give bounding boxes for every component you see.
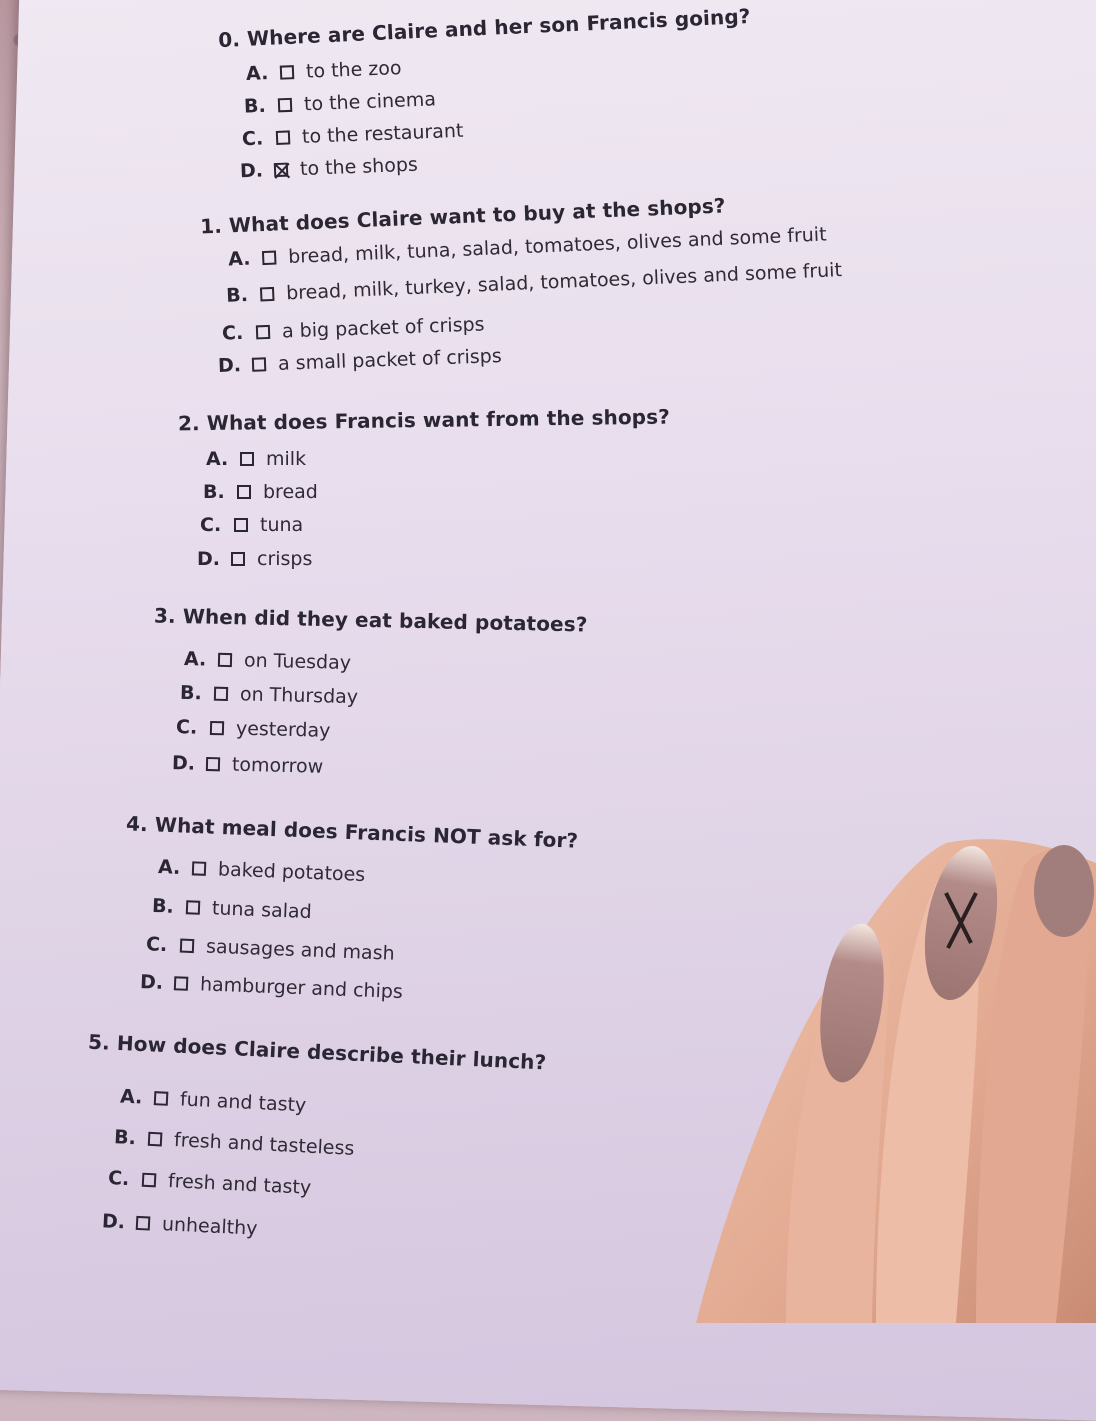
option-4-c[interactable]	[146, 933, 395, 965]
checkbox[interactable]	[192, 861, 207, 876]
question-text: What meal does Francis NOT ask for?	[154, 812, 579, 853]
question-number: 1.	[199, 213, 223, 239]
option-letter: B.	[113, 1126, 137, 1150]
option-text: sausages and mash	[205, 935, 396, 965]
option-text: hamburger and chips	[199, 973, 404, 1004]
question-number: 5.	[87, 1029, 111, 1055]
option-0-a[interactable]	[246, 57, 402, 85]
option-2-a[interactable]	[206, 448, 306, 470]
option-text: tomorrow	[231, 753, 324, 778]
checkbox[interactable]	[148, 1132, 163, 1147]
checkbox-checked[interactable]	[274, 163, 289, 178]
checkbox[interactable]	[186, 900, 201, 915]
question-number: 3.	[153, 603, 177, 628]
option-1-c[interactable]	[222, 313, 485, 344]
option-letter: A.	[227, 247, 251, 271]
option-3-b[interactable]	[180, 682, 359, 708]
option-5-c[interactable]	[108, 1167, 312, 1199]
checkbox[interactable]	[206, 757, 220, 771]
question-4	[126, 811, 579, 852]
checkbox[interactable]	[174, 976, 189, 991]
checkbox[interactable]	[136, 1216, 151, 1231]
option-letter: D.	[171, 752, 196, 775]
checkbox[interactable]	[154, 1091, 169, 1106]
option-letter: D.	[239, 159, 264, 183]
option-letter: C.	[107, 1167, 130, 1191]
option-letter: C.	[145, 933, 168, 957]
option-3-c[interactable]	[176, 716, 331, 742]
checkbox[interactable]	[240, 452, 254, 466]
option-text: to the shops	[299, 153, 419, 181]
checkbox[interactable]	[276, 130, 291, 145]
question-0	[218, 4, 751, 52]
option-5-b[interactable]	[114, 1126, 355, 1160]
checkbox[interactable]	[234, 518, 248, 532]
option-letter: D.	[101, 1210, 126, 1234]
option-letter: C.	[221, 321, 244, 345]
question-2	[178, 405, 670, 436]
nail	[1034, 845, 1094, 937]
option-text: tuna	[260, 514, 304, 536]
option-letter: D.	[217, 354, 242, 377]
option-letter: A.	[183, 647, 207, 671]
question-text: When did they eat baked potatoes?	[182, 604, 588, 637]
question-number: 4.	[125, 811, 149, 837]
option-2-d[interactable]	[197, 548, 312, 570]
option-letter: C.	[200, 514, 222, 536]
option-letter: B.	[225, 284, 249, 307]
question-text: Where are Claire and her son Francis going?	[246, 3, 751, 51]
option-4-a[interactable]	[158, 856, 366, 886]
option-text: bread, milk, turkey, salad, tomatoes, olives and some fruit	[285, 259, 843, 305]
option-text: to the zoo	[305, 57, 402, 83]
option-text: on Thursday	[239, 683, 359, 709]
option-text: fresh and tasteless	[173, 1129, 355, 1160]
checkbox[interactable]	[214, 687, 228, 701]
option-3-d[interactable]	[172, 752, 324, 778]
option-4-b[interactable]	[152, 895, 312, 923]
option-text: unhealthy	[161, 1213, 258, 1240]
option-text: to the cinema	[303, 88, 437, 116]
question-text: How does Claire describe their lunch?	[116, 1030, 547, 1075]
option-2-c[interactable]	[200, 514, 303, 536]
checkbox[interactable]	[210, 721, 224, 735]
option-text: to the restaurant	[301, 119, 464, 148]
option-text: baked potatoes	[217, 858, 366, 886]
option-text: milk	[266, 448, 307, 470]
option-letter: D.	[197, 548, 220, 570]
option-text: bread	[263, 481, 318, 503]
question-number: 0.	[217, 27, 241, 53]
option-0-d[interactable]	[240, 154, 419, 183]
option-letter: B.	[243, 94, 267, 118]
question-text: What does Claire want to buy at the shops?	[228, 193, 726, 238]
option-text: tuna salad	[211, 897, 313, 924]
question-3	[154, 603, 588, 636]
checkbox[interactable]	[252, 357, 266, 371]
option-letter: C.	[241, 127, 264, 151]
question-5	[88, 1030, 547, 1075]
option-5-a[interactable]	[120, 1085, 307, 1116]
checkbox[interactable]	[260, 287, 275, 302]
option-text: a big packet of crisps	[281, 313, 485, 343]
checkbox[interactable]	[278, 98, 293, 113]
option-letter: A.	[157, 856, 181, 879]
option-text: fun and tasty	[179, 1088, 307, 1117]
question-number: 2.	[177, 411, 200, 436]
checkbox[interactable]	[262, 251, 277, 266]
checkbox[interactable]	[218, 653, 232, 667]
option-4-d[interactable]	[140, 971, 404, 1003]
option-letter: C.	[175, 716, 198, 739]
option-1-d[interactable]	[218, 345, 502, 377]
question-text: What does Francis want from the shops?	[206, 404, 670, 436]
checkbox[interactable]	[280, 65, 295, 80]
option-letter: A.	[245, 62, 269, 85]
option-5-d[interactable]	[102, 1210, 258, 1240]
option-3-a[interactable]	[184, 648, 352, 674]
checkbox[interactable]	[237, 485, 251, 499]
option-text: crisps	[257, 548, 313, 570]
option-letter: A.	[119, 1085, 143, 1109]
option-text: a small packet of crisps	[277, 345, 503, 375]
option-0-c[interactable]	[242, 120, 464, 150]
checkbox[interactable]	[256, 325, 270, 339]
option-text: fresh and tasty	[167, 1169, 312, 1199]
option-text: yesterday	[235, 717, 331, 742]
option-text: bread, milk, tuna, salad, tomatoes, olives and some fruit	[287, 223, 827, 269]
option-letter: A.	[206, 448, 229, 470]
option-letter: B.	[203, 481, 225, 503]
option-letter: B.	[179, 681, 202, 705]
option-text: on Tuesday	[243, 649, 352, 675]
option-letter: B.	[151, 894, 175, 918]
option-letter: D.	[139, 970, 164, 994]
checkbox[interactable]	[231, 552, 245, 566]
hand-image	[576, 803, 1096, 1323]
checkbox[interactable]	[142, 1173, 157, 1188]
option-0-b[interactable]	[244, 88, 437, 117]
checkbox[interactable]	[180, 939, 195, 954]
option-2-b[interactable]	[203, 481, 318, 503]
